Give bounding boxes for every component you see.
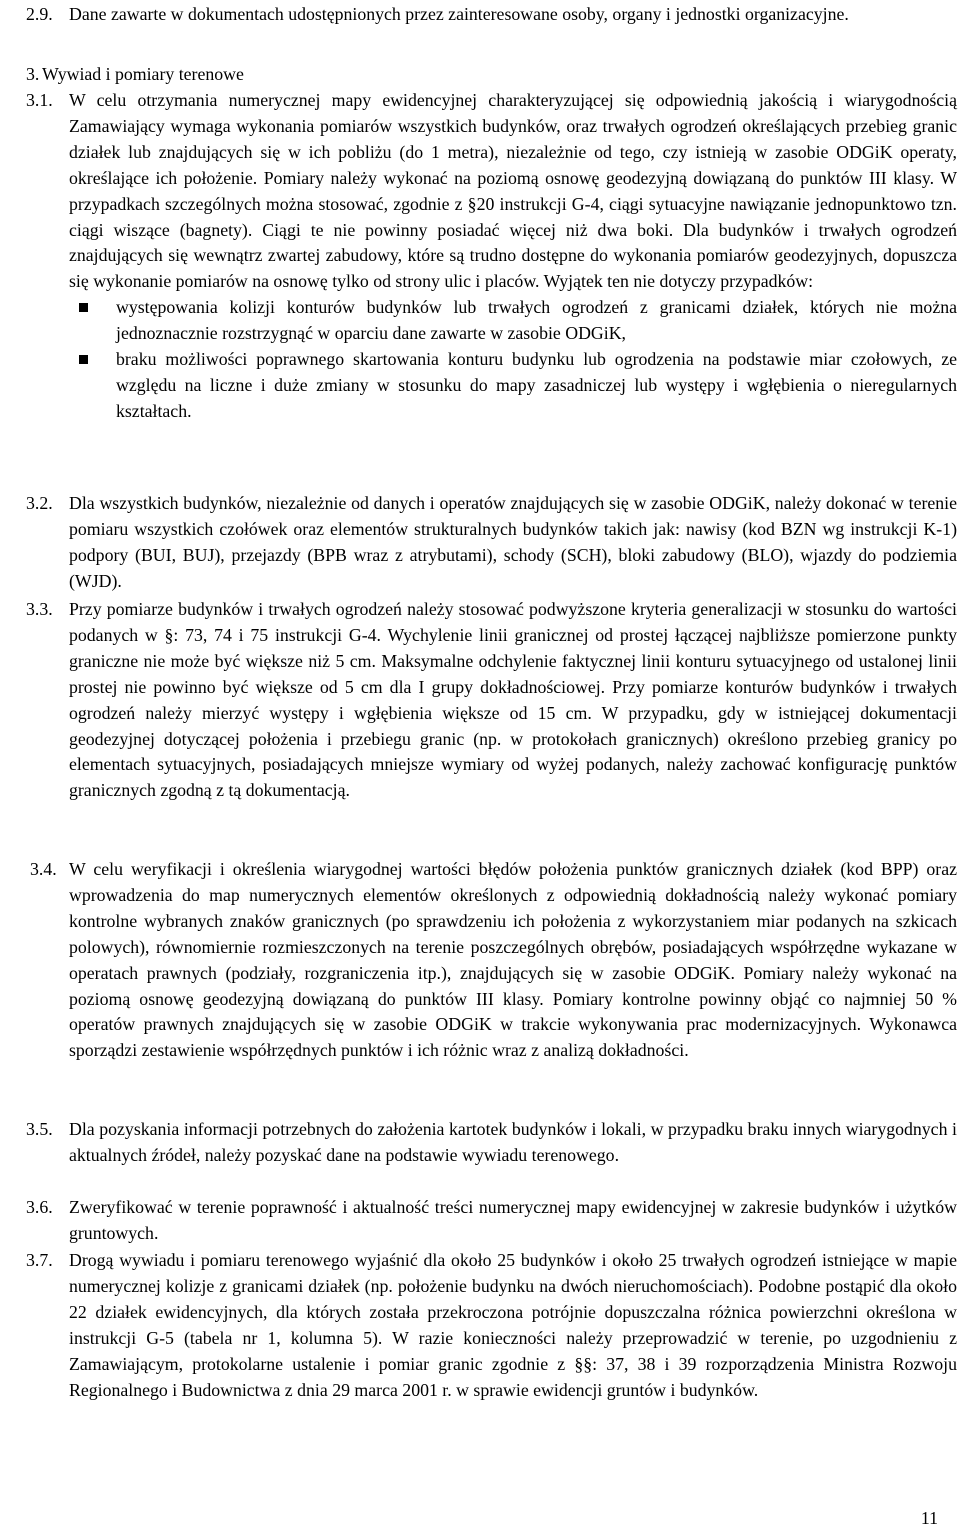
section-3-4: [26, 857, 957, 1064]
section-number: 3.4.: [30, 859, 57, 879]
section-3-6: [26, 1195, 957, 1247]
section-number: 3.2.: [26, 493, 53, 513]
square-bullet-icon: [79, 355, 88, 364]
list-item: [69, 347, 957, 425]
section-paragraph: W celu weryfikacji i określenia wiarygodnej wartości błędów położenia punktów granicznych działek (kod BPP) oraz wprowadzenia do map numerycznych elementów określonych z odpowiednią dokładnością należy wykonać pomiary kontrolne wybranych znaków granicznych (po sprawdzeniu ich położenia z wykorzystaniem miar podanych na szkicach polowych), równomiernie rozmieszczonych na terenie poszczególnych obrębów, posiadających współrzędne wykazane w operatach prawnych (podziały, rozgraniczenia itp.), znajdujących się w zasobie ODGiK. Pomiary należy wykonać na poziomą osnowę geodezyjną dowiązaną do punktów III klasy. Pomiary kontrolne powinny objąć co najmniej 50 % operatów prawnych znajdujących się w zasobie ODGiK w trakcie wykonywania prac modernizacyjnych. Wykonawca sporządzi zestawienie współrzędnych punktów i ich różnic wraz z analizą dokładności.: [69, 859, 957, 1061]
section-paragraph: Drogą wywiadu i pomiaru terenowego wyjaśnić dla około 25 budynków i około 25 trwałych ogrodzeń istniejące w mapie numerycznej kolizje z granicami działek (np. położenie budynku na dwóch nieruchomościach). Podobne postąpić dla około 22 działek ewidencyjnych, dla których została przekroczona potrójnie dopuszczalna różnica powierzchni określona w instrukcji G-5 (tabela nr 1, kolumna 5). W razie konieczności należy przeprowadzić w terenie, po uzgodnieniu z Zamawiającym, protokolarne ustalenie i pomiar granic zgodnie z §§: 37, 38 i 39 rozporządzenia Ministra Rozwoju Regionalnego i Budownictwa z dnia 29 marca 2001 r. w sprawie ewidencji gruntów i budynków.: [69, 1250, 957, 1400]
list-item-text: występowania kolizji konturów budynków lub trwałych ogrodzeń z granicami działek, których nie można jednoznacznie rozstrzygnąć w oparciu dane zawarte w zasobie ODGiK,: [116, 297, 957, 344]
section-number: 3.3.: [26, 599, 53, 619]
section-paragraph: Dla pozyskania informacji potrzebnych do założenia kartotek budynków i lokali, w przypadku braku innych wiarygodnych i aktualnych źródeł, należy pozyskać dane na podstawie wywiadu terenowego.: [69, 1119, 957, 1165]
section-number: 3.6.: [26, 1197, 53, 1217]
section-3-heading: [26, 62, 244, 88]
section-paragraph: Dla wszystkich budynków, niezależnie od danych i operatów znajdujących się w zasobie ODGiK, należy dokonać w terenie pomiaru wszystkich czołówek oraz elementów strukturalnych budynków takich jak: nawisy (kod BZN wg instrukcji K-1) podpory (BUI, BUJ), przejazdy (BPB wraz z atrybutami), schody (SCH), bloki zabudowy (BLO), wjazdy do podziemia (WJD).: [69, 493, 957, 591]
section-3-2: [26, 491, 957, 595]
section-number: 3.1.: [26, 90, 53, 110]
section-number: 3.5.: [26, 1119, 53, 1139]
section-3-1: [26, 88, 957, 425]
section-3-3: [26, 597, 957, 804]
section-2-9: [26, 2, 956, 28]
section-paragraph: Zweryfikować w terenie poprawność i aktualność treści numerycznej mapy ewidencyjnej w zakresie budynków i użytków gruntowych.: [69, 1197, 957, 1243]
section-text: Dane zawarte w dokumentach udostępnionych przez zainteresowane osoby, organy i jednostki organizacyjne.: [69, 4, 849, 24]
section-paragraph: Przy pomiarze budynków i trwałych ogrodzeń należy stosować podwyższone kryteria generalizacji w stosunku do wartości podanych w §: 73, 74 i 75 instrukcji G-4. Wychylenie linii granicznej od prostej łączącej najbliższe pomierzone punkty graniczne nie może być większe niż 5 cm. Maksymalne odchylenie faktycznej linii konturu sytuacyjnego od ustalonej linii prostej nie powinno być większe od 5 cm dla I grupy dokładnościowej. Przy pomiarze konturów budynków i trwałych ogrodzeń należy mierzyć występy i wgłębienia większe od 15 cm. W przypadku, gdy w istniejącej dokumentacji geodezyjnej dotyczącej położenia i przebiegu granic (np. w protokołach granicznych) określono przebieg granicy po elementach sytuacyjnych, posiadających mniejsze wymiary od wyżej podanych, należy zachować konfigurację punktów granicznych zgodną z tą dokumentacją.: [69, 599, 957, 801]
section-number: 2.9.: [26, 4, 53, 24]
list-item: [69, 295, 957, 347]
square-bullet-icon: [79, 303, 88, 312]
list-item-text: braku możliwości poprawnego skartowania konturu budynku lub ogrodzenia na podstawie miar czołowych, ze względu na liczne i duże zmiany w stosunku do mapy zasadniczej lub występy i wgłębienia o nieregularnych kształtach.: [116, 349, 957, 421]
section-3-5: [26, 1117, 957, 1169]
section-paragraph: W celu otrzymania numerycznej mapy ewidencyjnej charakteryzującej się odpowiednią jakością i wiarygodnością Zamawiający wymaga wykonania pomiarów wszystkich budynków, oraz trwałych ogrodzeń określających przebieg granic działek lub znajdujących się w ich pobliżu (do 1 metra), niezależnie od tego, czy istnieją w zasobie ODGiK operaty, określające ich położenie. Pomiary należy wykonać na poziomą osnowę geodezyjną dowiązaną do punktów III klasy. W przypadkach szczególnych można stosować, zgodnie z §20 instrukcji G-4, ciągi sytuacyjne nawiązanie jednopunktowo tzn. ciągi wiszące (bagnety). Ciągi te nie powinny posiadać więcej niż dwa boki. Dla budynków i trwałych ogrodzeń znajdujących się wewnątrz zwartej zabudowy, które są trudno dostępne do wykonania pomiarów geodezyjnych, dopuszcza się wykonanie pomiarów na osnowę tylko od strony ulic i placów. Wyjątek ten nie dotyczy przypadków:: [69, 90, 957, 292]
section-3-7: [26, 1248, 957, 1403]
page-number: 11: [920, 1508, 938, 1528]
section-title: Wywiad i pomiary terenowe: [42, 64, 244, 84]
section-number: 3.: [26, 64, 40, 84]
section-number: 3.7.: [26, 1250, 53, 1270]
exception-list: [69, 295, 957, 425]
